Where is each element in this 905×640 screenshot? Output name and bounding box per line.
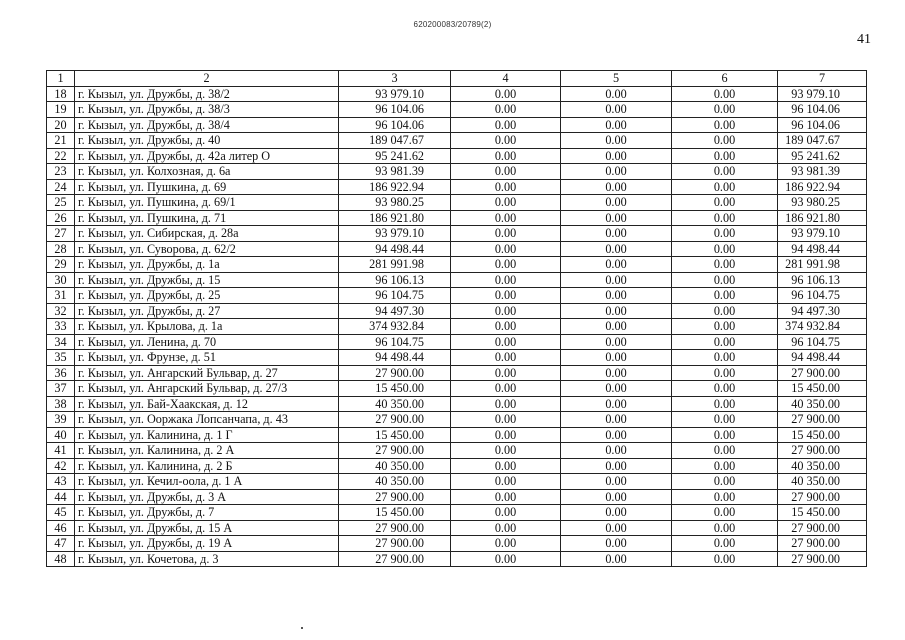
- value-cell-6: 0.00: [672, 272, 778, 288]
- address-cell: г. Кызыл, ул. Бай-Хаакская, д. 12: [75, 396, 339, 412]
- value-cell-5: 0.00: [561, 86, 672, 102]
- value-cell-6: 0.00: [672, 474, 778, 490]
- data-table: [46, 70, 867, 567]
- table-row: [47, 257, 867, 273]
- value-cell-5: 0.00: [561, 551, 672, 567]
- value-cell-6: 0.00: [672, 102, 778, 118]
- table-row: [47, 164, 867, 180]
- value-cell-4: 0.00: [451, 334, 561, 350]
- row-number: 25: [47, 195, 75, 211]
- row-number: 32: [47, 303, 75, 319]
- amount-cell: 27 900.00: [339, 520, 451, 536]
- amount-cell: 93 979.10: [339, 226, 451, 242]
- value-cell-5: 0.00: [561, 474, 672, 490]
- table-row: [47, 334, 867, 350]
- value-cell-6: 0.00: [672, 365, 778, 381]
- row-number: 48: [47, 551, 75, 567]
- total-cell: 95 241.62: [778, 148, 867, 164]
- value-cell-4: 0.00: [451, 474, 561, 490]
- header-row: [47, 71, 867, 87]
- row-number: 46: [47, 520, 75, 536]
- value-cell-5: 0.00: [561, 381, 672, 397]
- value-cell-5: 0.00: [561, 226, 672, 242]
- total-cell: 40 350.00: [778, 458, 867, 474]
- row-number: 28: [47, 241, 75, 257]
- total-cell: 96 104.06: [778, 102, 867, 118]
- total-cell: 40 350.00: [778, 396, 867, 412]
- column-header: 6: [672, 71, 778, 87]
- row-number: 27: [47, 226, 75, 242]
- value-cell-4: 0.00: [451, 365, 561, 381]
- value-cell-6: 0.00: [672, 520, 778, 536]
- row-number: 42: [47, 458, 75, 474]
- total-cell: 27 900.00: [778, 536, 867, 552]
- address-cell: г. Кызыл, ул. Калинина, д. 2 Б: [75, 458, 339, 474]
- value-cell-5: 0.00: [561, 489, 672, 505]
- column-header: 5: [561, 71, 672, 87]
- table-row: [47, 272, 867, 288]
- amount-cell: 93 979.10: [339, 86, 451, 102]
- amount-cell: 96 106.13: [339, 272, 451, 288]
- value-cell-4: 0.00: [451, 458, 561, 474]
- row-number: 33: [47, 319, 75, 335]
- row-number: 18: [47, 86, 75, 102]
- address-cell: г. Кызыл, ул. Дружбы, д. 38/3: [75, 102, 339, 118]
- value-cell-6: 0.00: [672, 443, 778, 459]
- value-cell-4: 0.00: [451, 427, 561, 443]
- value-cell-6: 0.00: [672, 334, 778, 350]
- total-cell: 96 104.06: [778, 117, 867, 133]
- address-cell: г. Кызыл, ул. Кочетова, д. 3: [75, 551, 339, 567]
- address-cell: г. Кызыл, ул. Дружбы, д. 15 А: [75, 520, 339, 536]
- value-cell-6: 0.00: [672, 133, 778, 149]
- address-cell: г. Кызыл, ул. Пушкина, д. 69/1: [75, 195, 339, 211]
- table-row: [47, 505, 867, 521]
- value-cell-4: 0.00: [451, 536, 561, 552]
- row-number: 35: [47, 350, 75, 366]
- value-cell-6: 0.00: [672, 505, 778, 521]
- table-row: [47, 489, 867, 505]
- value-cell-6: 0.00: [672, 427, 778, 443]
- value-cell-5: 0.00: [561, 148, 672, 164]
- row-number: 39: [47, 412, 75, 428]
- row-number: 44: [47, 489, 75, 505]
- row-number: 24: [47, 179, 75, 195]
- value-cell-6: 0.00: [672, 350, 778, 366]
- value-cell-6: 0.00: [672, 210, 778, 226]
- document-id: 620200083/20789(2): [413, 20, 492, 29]
- total-cell: 15 450.00: [778, 505, 867, 521]
- amount-cell: 40 350.00: [339, 396, 451, 412]
- row-number: 23: [47, 164, 75, 180]
- table-row: [47, 117, 867, 133]
- table-row: [47, 474, 867, 490]
- row-number: 36: [47, 365, 75, 381]
- value-cell-5: 0.00: [561, 505, 672, 521]
- table-row: [47, 86, 867, 102]
- row-number: 29: [47, 257, 75, 273]
- row-number: 40: [47, 427, 75, 443]
- address-cell: г. Кызыл, ул. Дружбы, д. 3 А: [75, 489, 339, 505]
- row-number: 43: [47, 474, 75, 490]
- address-cell: г. Кызыл, ул. Ангарский Бульвар, д. 27: [75, 365, 339, 381]
- value-cell-4: 0.00: [451, 489, 561, 505]
- value-cell-4: 0.00: [451, 148, 561, 164]
- value-cell-5: 0.00: [561, 365, 672, 381]
- table-body: [47, 86, 867, 567]
- address-cell: г. Кызыл, ул. Ангарский Бульвар, д. 27/3: [75, 381, 339, 397]
- amount-cell: 27 900.00: [339, 443, 451, 459]
- table-row: [47, 350, 867, 366]
- value-cell-6: 0.00: [672, 86, 778, 102]
- value-cell-6: 0.00: [672, 164, 778, 180]
- value-cell-4: 0.00: [451, 443, 561, 459]
- table-row: [47, 520, 867, 536]
- value-cell-6: 0.00: [672, 226, 778, 242]
- amount-cell: 27 900.00: [339, 489, 451, 505]
- total-cell: 186 922.94: [778, 179, 867, 195]
- address-cell: г. Кызыл, ул. Ооржака Лопсанчапа, д. 43: [75, 412, 339, 428]
- row-number: 22: [47, 148, 75, 164]
- address-cell: г. Кызыл, ул. Калинина, д. 2 А: [75, 443, 339, 459]
- table-row: [47, 458, 867, 474]
- value-cell-5: 0.00: [561, 412, 672, 428]
- column-header: 3: [339, 71, 451, 87]
- address-cell: г. Кызыл, ул. Ленина, д. 70: [75, 334, 339, 350]
- row-number: 31: [47, 288, 75, 304]
- value-cell-5: 0.00: [561, 520, 672, 536]
- address-cell: г. Кызыл, ул. Пушкина, д. 71: [75, 210, 339, 226]
- value-cell-5: 0.00: [561, 133, 672, 149]
- value-cell-6: 0.00: [672, 412, 778, 428]
- address-cell: г. Кызыл, ул. Колхозная, д. 6а: [75, 164, 339, 180]
- table-row: [47, 536, 867, 552]
- value-cell-4: 0.00: [451, 195, 561, 211]
- value-cell-4: 0.00: [451, 86, 561, 102]
- page-number: 41: [857, 32, 871, 47]
- row-number: 45: [47, 505, 75, 521]
- address-cell: г. Кызыл, ул. Пушкина, д. 69: [75, 179, 339, 195]
- value-cell-4: 0.00: [451, 288, 561, 304]
- total-cell: 96 104.75: [778, 288, 867, 304]
- address-cell: г. Кызыл, ул. Калинина, д. 1 Г: [75, 427, 339, 443]
- value-cell-5: 0.00: [561, 427, 672, 443]
- amount-cell: 189 047.67: [339, 133, 451, 149]
- value-cell-5: 0.00: [561, 458, 672, 474]
- table-row: [47, 102, 867, 118]
- amount-cell: 94 498.44: [339, 241, 451, 257]
- total-cell: 27 900.00: [778, 551, 867, 567]
- value-cell-4: 0.00: [451, 257, 561, 273]
- amount-cell: 40 350.00: [339, 474, 451, 490]
- table-row: [47, 179, 867, 195]
- row-number: 34: [47, 334, 75, 350]
- total-cell: 96 104.75: [778, 334, 867, 350]
- amount-cell: 15 450.00: [339, 427, 451, 443]
- value-cell-5: 0.00: [561, 350, 672, 366]
- row-number: 38: [47, 396, 75, 412]
- amount-cell: 27 900.00: [339, 536, 451, 552]
- address-cell: г. Кызыл, ул. Дружбы, д. 7: [75, 505, 339, 521]
- address-cell: г. Кызыл, ул. Суворова, д. 62/2: [75, 241, 339, 257]
- table-row: [47, 133, 867, 149]
- amount-cell: 27 900.00: [339, 365, 451, 381]
- total-cell: 27 900.00: [778, 520, 867, 536]
- total-cell: 94 498.44: [778, 241, 867, 257]
- value-cell-6: 0.00: [672, 458, 778, 474]
- value-cell-4: 0.00: [451, 412, 561, 428]
- table-header: [47, 71, 867, 87]
- value-cell-4: 0.00: [451, 117, 561, 133]
- value-cell-5: 0.00: [561, 102, 672, 118]
- value-cell-4: 0.00: [451, 241, 561, 257]
- column-header: 1: [47, 71, 75, 87]
- value-cell-4: 0.00: [451, 381, 561, 397]
- value-cell-4: 0.00: [451, 303, 561, 319]
- total-cell: 27 900.00: [778, 365, 867, 381]
- total-cell: 281 991.98: [778, 257, 867, 273]
- table-row: [47, 195, 867, 211]
- table-row: [47, 210, 867, 226]
- value-cell-4: 0.00: [451, 179, 561, 195]
- value-cell-5: 0.00: [561, 396, 672, 412]
- total-cell: 15 450.00: [778, 427, 867, 443]
- value-cell-4: 0.00: [451, 133, 561, 149]
- value-cell-6: 0.00: [672, 257, 778, 273]
- value-cell-6: 0.00: [672, 381, 778, 397]
- row-number: 41: [47, 443, 75, 459]
- address-cell: г. Кызыл, ул. Дружбы, д. 38/2: [75, 86, 339, 102]
- address-cell: г. Кызыл, ул. Дружбы, д. 19 А: [75, 536, 339, 552]
- value-cell-6: 0.00: [672, 536, 778, 552]
- total-cell: 186 921.80: [778, 210, 867, 226]
- value-cell-5: 0.00: [561, 272, 672, 288]
- row-number: 20: [47, 117, 75, 133]
- address-cell: г. Кызыл, ул. Кечил-оола, д. 1 А: [75, 474, 339, 490]
- value-cell-6: 0.00: [672, 148, 778, 164]
- total-cell: 15 450.00: [778, 381, 867, 397]
- total-cell: 374 932.84: [778, 319, 867, 335]
- address-cell: г. Кызыл, ул. Дружбы, д. 42а литер О: [75, 148, 339, 164]
- amount-cell: 186 922.94: [339, 179, 451, 195]
- amount-cell: 40 350.00: [339, 458, 451, 474]
- table-row: [47, 412, 867, 428]
- value-cell-5: 0.00: [561, 179, 672, 195]
- value-cell-6: 0.00: [672, 489, 778, 505]
- total-cell: 40 350.00: [778, 474, 867, 490]
- amount-cell: 15 450.00: [339, 381, 451, 397]
- total-cell: 27 900.00: [778, 489, 867, 505]
- value-cell-4: 0.00: [451, 350, 561, 366]
- amount-cell: 27 900.00: [339, 412, 451, 428]
- amount-cell: 96 104.06: [339, 117, 451, 133]
- total-cell: 96 106.13: [778, 272, 867, 288]
- address-cell: г. Кызыл, ул. Дружбы, д. 27: [75, 303, 339, 319]
- value-cell-5: 0.00: [561, 303, 672, 319]
- total-cell: 94 497.30: [778, 303, 867, 319]
- address-cell: г. Кызыл, ул. Дружбы, д. 15: [75, 272, 339, 288]
- address-cell: г. Кызыл, ул. Дружбы, д. 25: [75, 288, 339, 304]
- value-cell-4: 0.00: [451, 551, 561, 567]
- column-header: 4: [451, 71, 561, 87]
- address-cell: г. Кызыл, ул. Дружбы, д. 40: [75, 133, 339, 149]
- value-cell-6: 0.00: [672, 179, 778, 195]
- value-cell-4: 0.00: [451, 210, 561, 226]
- value-cell-6: 0.00: [672, 117, 778, 133]
- total-cell: 94 498.44: [778, 350, 867, 366]
- value-cell-4: 0.00: [451, 102, 561, 118]
- total-cell: 27 900.00: [778, 412, 867, 428]
- value-cell-5: 0.00: [561, 536, 672, 552]
- row-number: 26: [47, 210, 75, 226]
- amount-cell: 281 991.98: [339, 257, 451, 273]
- value-cell-4: 0.00: [451, 520, 561, 536]
- row-number: 30: [47, 272, 75, 288]
- value-cell-5: 0.00: [561, 443, 672, 459]
- value-cell-4: 0.00: [451, 319, 561, 335]
- table-row: [47, 443, 867, 459]
- value-cell-6: 0.00: [672, 319, 778, 335]
- value-cell-5: 0.00: [561, 210, 672, 226]
- value-cell-4: 0.00: [451, 272, 561, 288]
- table-row: [47, 288, 867, 304]
- value-cell-6: 0.00: [672, 303, 778, 319]
- address-cell: г. Кызыл, ул. Дружбы, д. 1а: [75, 257, 339, 273]
- amount-cell: 95 241.62: [339, 148, 451, 164]
- value-cell-6: 0.00: [672, 195, 778, 211]
- amount-cell: 96 104.06: [339, 102, 451, 118]
- table-row: [47, 551, 867, 567]
- address-cell: г. Кызыл, ул. Фрунзе, д. 51: [75, 350, 339, 366]
- scan-speck: [301, 627, 303, 629]
- value-cell-5: 0.00: [561, 288, 672, 304]
- row-number: 47: [47, 536, 75, 552]
- address-cell: г. Кызыл, ул. Дружбы, д. 38/4: [75, 117, 339, 133]
- value-cell-6: 0.00: [672, 396, 778, 412]
- address-cell: г. Кызыл, ул. Крылова, д. 1а: [75, 319, 339, 335]
- column-header: 7: [778, 71, 867, 87]
- amount-cell: 93 980.25: [339, 195, 451, 211]
- amount-cell: 96 104.75: [339, 288, 451, 304]
- amount-cell: 186 921.80: [339, 210, 451, 226]
- total-cell: 93 979.10: [778, 86, 867, 102]
- amount-cell: 27 900.00: [339, 551, 451, 567]
- value-cell-5: 0.00: [561, 195, 672, 211]
- table-row: [47, 319, 867, 335]
- value-cell-5: 0.00: [561, 117, 672, 133]
- amount-cell: 374 932.84: [339, 319, 451, 335]
- value-cell-5: 0.00: [561, 319, 672, 335]
- table-row: [47, 148, 867, 164]
- value-cell-5: 0.00: [561, 257, 672, 273]
- table-row: [47, 427, 867, 443]
- total-cell: 93 981.39: [778, 164, 867, 180]
- table-row: [47, 365, 867, 381]
- row-number: 21: [47, 133, 75, 149]
- table-row: [47, 226, 867, 242]
- total-cell: 93 980.25: [778, 195, 867, 211]
- data-table-container: [46, 70, 866, 567]
- value-cell-6: 0.00: [672, 241, 778, 257]
- value-cell-5: 0.00: [561, 241, 672, 257]
- total-cell: 189 047.67: [778, 133, 867, 149]
- table-row: [47, 381, 867, 397]
- table-row: [47, 396, 867, 412]
- column-header: 2: [75, 71, 339, 87]
- row-number: 37: [47, 381, 75, 397]
- value-cell-4: 0.00: [451, 396, 561, 412]
- row-number: 19: [47, 102, 75, 118]
- value-cell-4: 0.00: [451, 226, 561, 242]
- amount-cell: 93 981.39: [339, 164, 451, 180]
- amount-cell: 15 450.00: [339, 505, 451, 521]
- value-cell-6: 0.00: [672, 288, 778, 304]
- table-row: [47, 241, 867, 257]
- table-row: [47, 303, 867, 319]
- value-cell-5: 0.00: [561, 164, 672, 180]
- address-cell: г. Кызыл, ул. Сибирская, д. 28а: [75, 226, 339, 242]
- amount-cell: 96 104.75: [339, 334, 451, 350]
- total-cell: 93 979.10: [778, 226, 867, 242]
- value-cell-5: 0.00: [561, 334, 672, 350]
- value-cell-4: 0.00: [451, 505, 561, 521]
- amount-cell: 94 498.44: [339, 350, 451, 366]
- value-cell-6: 0.00: [672, 551, 778, 567]
- value-cell-4: 0.00: [451, 164, 561, 180]
- amount-cell: 94 497.30: [339, 303, 451, 319]
- total-cell: 27 900.00: [778, 443, 867, 459]
